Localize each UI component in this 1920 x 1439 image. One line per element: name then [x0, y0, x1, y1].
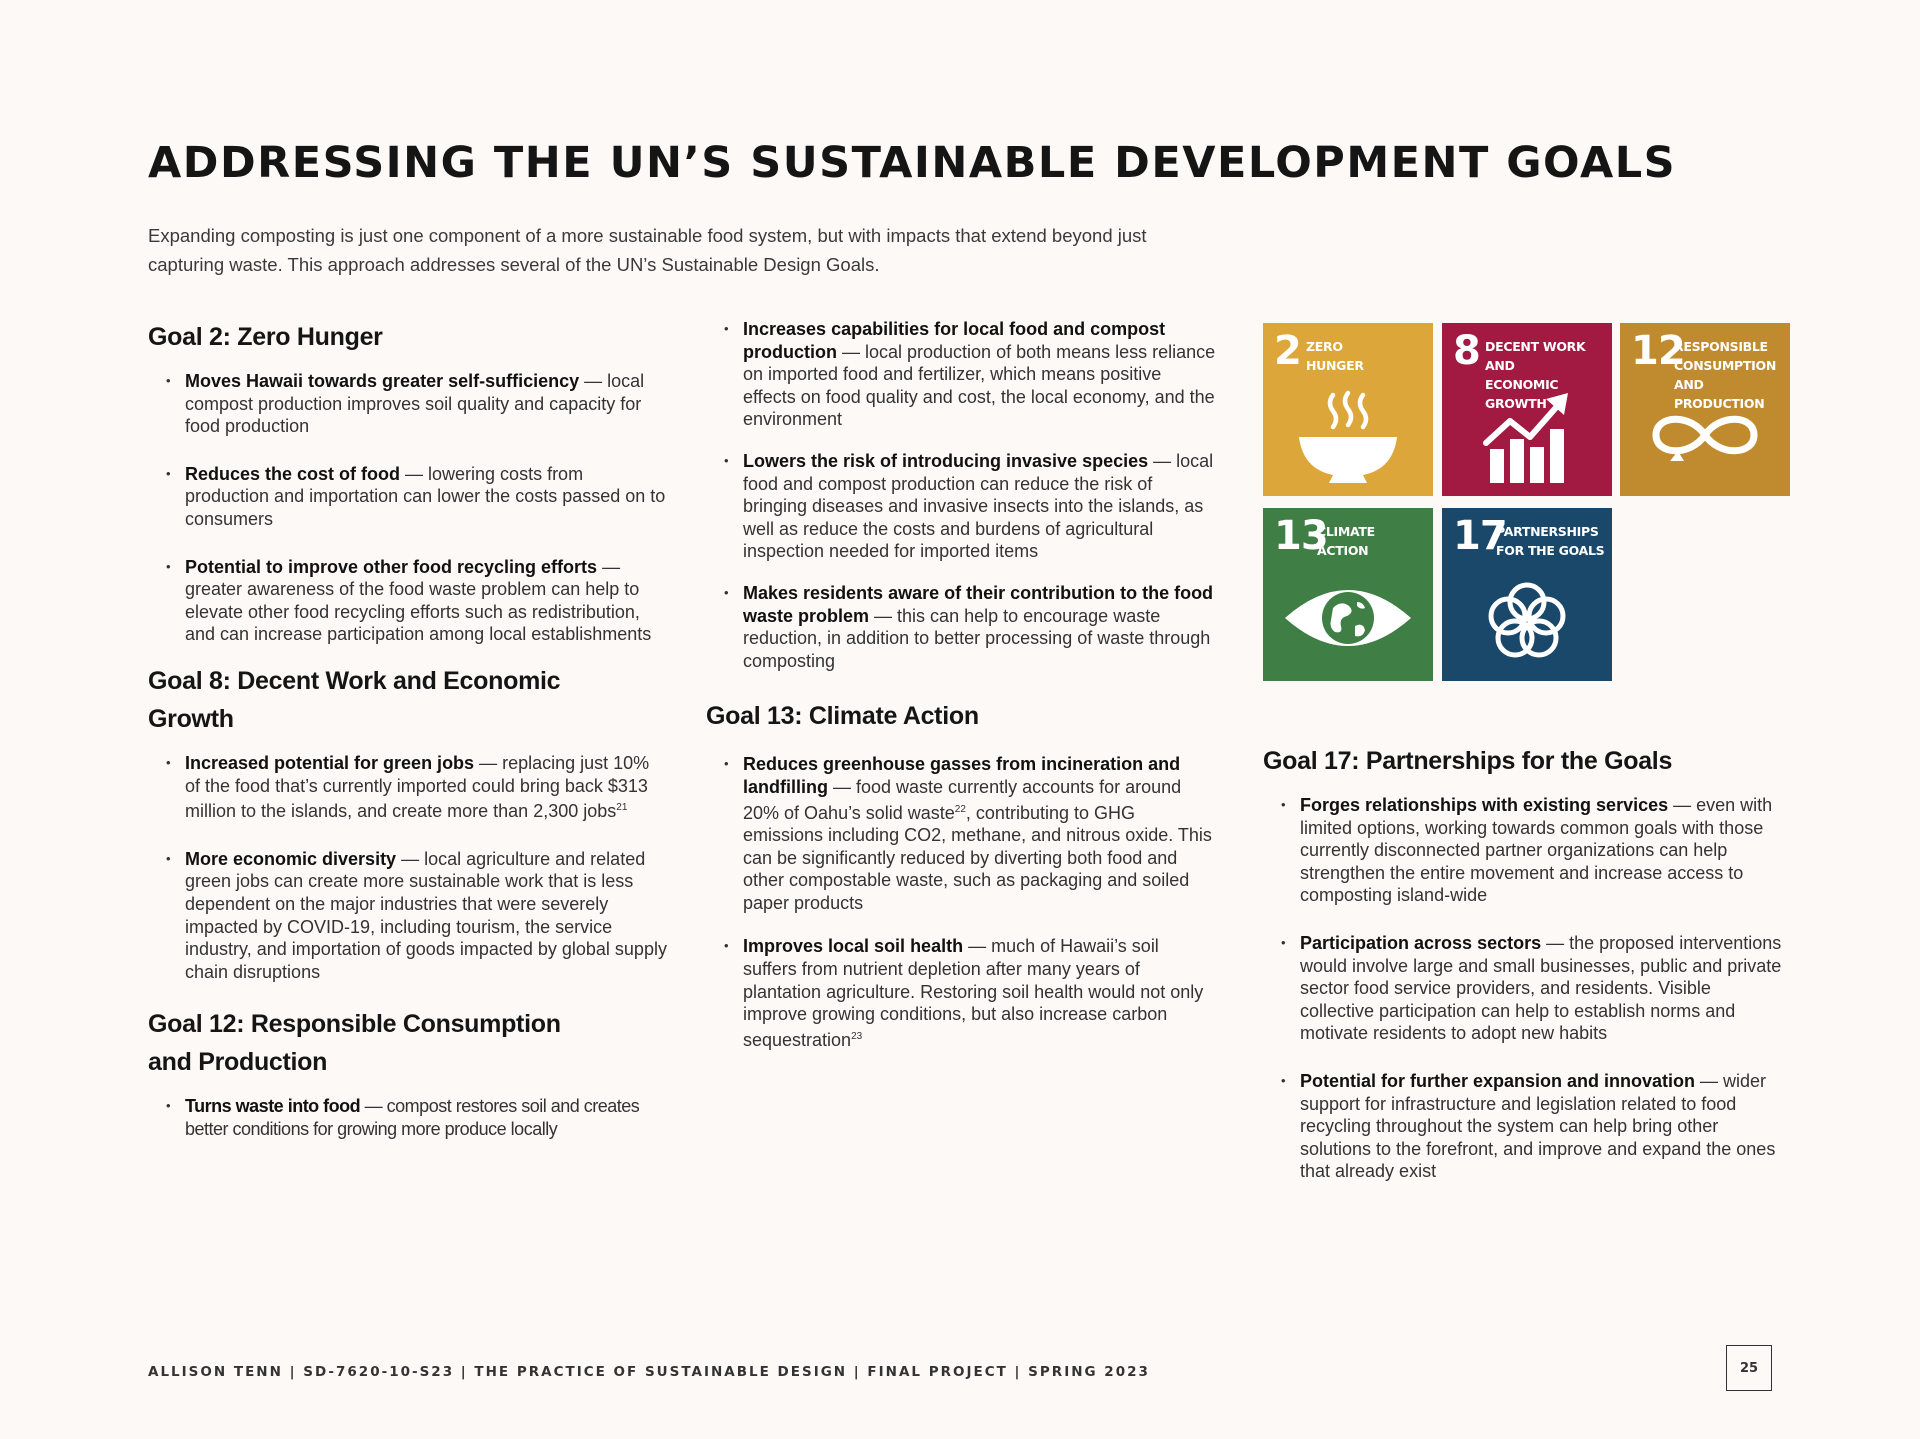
- sdg-label: [1496, 522, 1612, 560]
- goal-12-heading: Goal 12: Responsible Consumption and Production: [148, 1010, 561, 1077]
- list-item: [148, 463, 668, 531]
- item-bold: Participation across sectors: [1300, 932, 1542, 953]
- item-bold: Improves local soil health: [743, 936, 964, 957]
- item-bold: Lowers the risk of introducing invasive species: [743, 450, 1149, 471]
- item-bold: Reduces the cost of food: [185, 463, 401, 484]
- goal-8-list: [148, 752, 668, 983]
- item-bold: Reduces greenhouse gasses from incineration and landfilling: [743, 754, 1181, 797]
- sdg-icon-grid: [1263, 323, 1790, 681]
- goal-8-heading: Goal 8: Decent Work and Economic Growth: [148, 666, 561, 733]
- sdg-label-line: DECENT WORK AND: [1485, 339, 1586, 373]
- sdg-tile-17: [1442, 508, 1612, 681]
- item-bold: Potential to improve other food recycling efforts: [185, 556, 598, 577]
- list-item: [148, 752, 668, 823]
- growth-chart-icon: [1442, 385, 1612, 496]
- list-item: [1263, 794, 1783, 907]
- list-item: [706, 450, 1216, 563]
- sdg-label-line: ZERO: [1306, 339, 1343, 354]
- sdg-label-line: CLIMATE: [1317, 524, 1375, 539]
- sdg-number: 8: [1453, 328, 1480, 374]
- footnote-ref: 21: [616, 802, 628, 814]
- list-item: [148, 556, 668, 646]
- goal-13-heading: Goal 13: Climate Action: [706, 702, 979, 731]
- sdg-number: 13: [1274, 513, 1328, 559]
- item-text: — much of Hawaii’s soil suffers from nutrient depletion after many years of plantation agriculture. Restoring soil health would not only improve growing conditions, but also increase carbon sequestration: [743, 936, 1204, 1050]
- item-text: — local agriculture and related green jobs can create more sustainable work that is less dependent on the major industries that were severely impacted by COVID-19, including tourism, the service industry, and importation of goods impacted by global supply chain disruptions: [185, 848, 667, 982]
- item-text: — local food and compost production can reduce the risk of bringing diseases and invasive insects into the islands, as well as reduce the costs and burdens of agricultural inspection needed for imported items: [743, 450, 1214, 562]
- sdg-tile-13: [1263, 508, 1433, 681]
- list-item: [148, 848, 668, 984]
- earth-eye-icon: [1263, 570, 1433, 681]
- list-item: [706, 582, 1216, 672]
- footnote-ref: 23: [851, 1030, 863, 1042]
- sdg-tile-12: [1620, 323, 1790, 496]
- sdg-label: [1317, 522, 1433, 560]
- sdg-label-line: ACTION: [1317, 543, 1369, 558]
- item-text: — lowering costs from production and importation can lower the costs passed on to consumers: [185, 463, 666, 529]
- sdg-label-line: AND PRODUCTION: [1674, 377, 1765, 411]
- sdg-number: 12: [1631, 328, 1685, 374]
- goal-2-heading: Goal 2: Zero Hunger: [148, 323, 383, 351]
- item-bold: Increased potential for green jobs: [185, 752, 475, 773]
- list-item: [1263, 932, 1783, 1045]
- item-bold: Turns waste into food: [185, 1096, 361, 1117]
- item-text: — local compost production improves soil quality and capacity for food production: [185, 371, 645, 437]
- footer-credits: ALLISON TENN | SD-7620-10-S23 | THE PRACTICE OF SUSTAINABLE DESIGN | FINAL PROJECT | SPRING 2023: [148, 1364, 1150, 1380]
- sdg-label-line: FOR THE GOALS: [1496, 543, 1605, 558]
- list-item: [148, 1095, 668, 1140]
- item-text: — replacing just 10% of the food that’s currently imported could bring back $313 million to the islands, and create more than 2,300 jobs: [185, 752, 650, 822]
- column-left: [148, 318, 668, 1140]
- item-text: — compost restores soil and creates better conditions for growing more produce locally: [185, 1096, 640, 1139]
- sdg-label-line: PARTNERSHIPS: [1496, 524, 1599, 539]
- list-item: [1263, 1070, 1783, 1183]
- list-item: [706, 753, 1216, 914]
- item-text: , contributing to GHG emissions including CO2, methane, and nitrous oxide. This can be significantly reduced by diverting both food and other compostable waste, such as packaging and soiled paper products: [743, 802, 1212, 913]
- item-bold: Forges relationships with existing services: [1300, 795, 1669, 815]
- item-text: — wider support for infrastructure and legislation related to food recycling throughout the system can help bring other solutions to the forefront, and improve and expand the ones that already exist: [1300, 1070, 1776, 1182]
- item-text: — this can help to encourage waste reduction, in addition to better processing of waste through composting: [743, 605, 1211, 671]
- goal-12-list-continued: [148, 1095, 668, 1140]
- rings-flower-icon: [1442, 570, 1612, 681]
- footnote-ref: 22: [954, 803, 966, 815]
- sdg-label: [1306, 337, 1426, 375]
- goal-17-heading: Goal 17: Partnerships for the Goals: [1263, 747, 1673, 775]
- item-text: — greater awareness of the food waste problem can help to elevate other food recycling efforts such as redistribution, and can increase participation among local establishments: [185, 556, 652, 645]
- item-bold: Increases capabilities for local food and compost production: [743, 319, 1166, 362]
- goal-12-list: [706, 318, 1216, 672]
- sdg-number: 2: [1274, 328, 1301, 374]
- soup-bowl-icon: [1263, 385, 1433, 496]
- list-item: [148, 370, 668, 438]
- column-middle: [706, 318, 1216, 1051]
- goal-13-list: [706, 753, 1216, 1051]
- sdg-tile-8: [1442, 323, 1612, 496]
- sdg-label-line: ECONOMIC GROWTH: [1485, 377, 1559, 411]
- item-bold: More economic diversity: [185, 848, 397, 869]
- item-text: — even with limited options, working towards common goals with those currently disconnected partner organizations can help strengthen the entire movement and increase access to composting island-wide: [1300, 795, 1773, 906]
- item-text: — local production of both means less reliance on imported food and fertilizer, which means positive effects on food quality and cost, the local economy, and the environment: [743, 341, 1216, 430]
- goal-2-list: [148, 370, 668, 646]
- sdg-label-line: RESPONSIBLE: [1674, 339, 1768, 354]
- sdg-number: 17: [1453, 513, 1507, 559]
- page-title: ADDRESSING THE UN’S SUSTAINABLE DEVELOPMENT GOALS: [148, 138, 1677, 188]
- list-item: [706, 935, 1216, 1051]
- item-text: — food waste currently accounts for around 20% of Oahu’s solid waste: [743, 776, 1182, 823]
- column-right: [1263, 742, 1783, 1183]
- page-number: 25: [1726, 1345, 1772, 1391]
- sdg-label-line: HUNGER: [1306, 358, 1364, 373]
- item-bold: Makes residents aware of their contribution to the food waste problem: [743, 582, 1214, 626]
- intro-paragraph: Expanding composting is just one component of a more sustainable food system, but with impacts that extend beyond just capturing waste. This approach addresses several of the UN’s Sustainable Design Goals.: [148, 225, 1147, 275]
- infinity-loop-icon: [1620, 385, 1790, 496]
- item-bold: Potential for further expansion and innovation: [1300, 1070, 1696, 1091]
- list-item: [706, 318, 1216, 431]
- item-bold: Moves Hawaii towards greater self-sufficiency: [185, 371, 580, 391]
- sdg-label-line: CONSUMPTION: [1674, 358, 1776, 373]
- item-text: — the proposed interventions would involve large and small businesses, public and private sector food service providers, and residents. Visible collective participation can help to establish norms and motivate residents to adopt new habits: [1300, 932, 1782, 1044]
- sdg-tile-2: [1263, 323, 1433, 496]
- goal-17-list: [1263, 794, 1783, 1183]
